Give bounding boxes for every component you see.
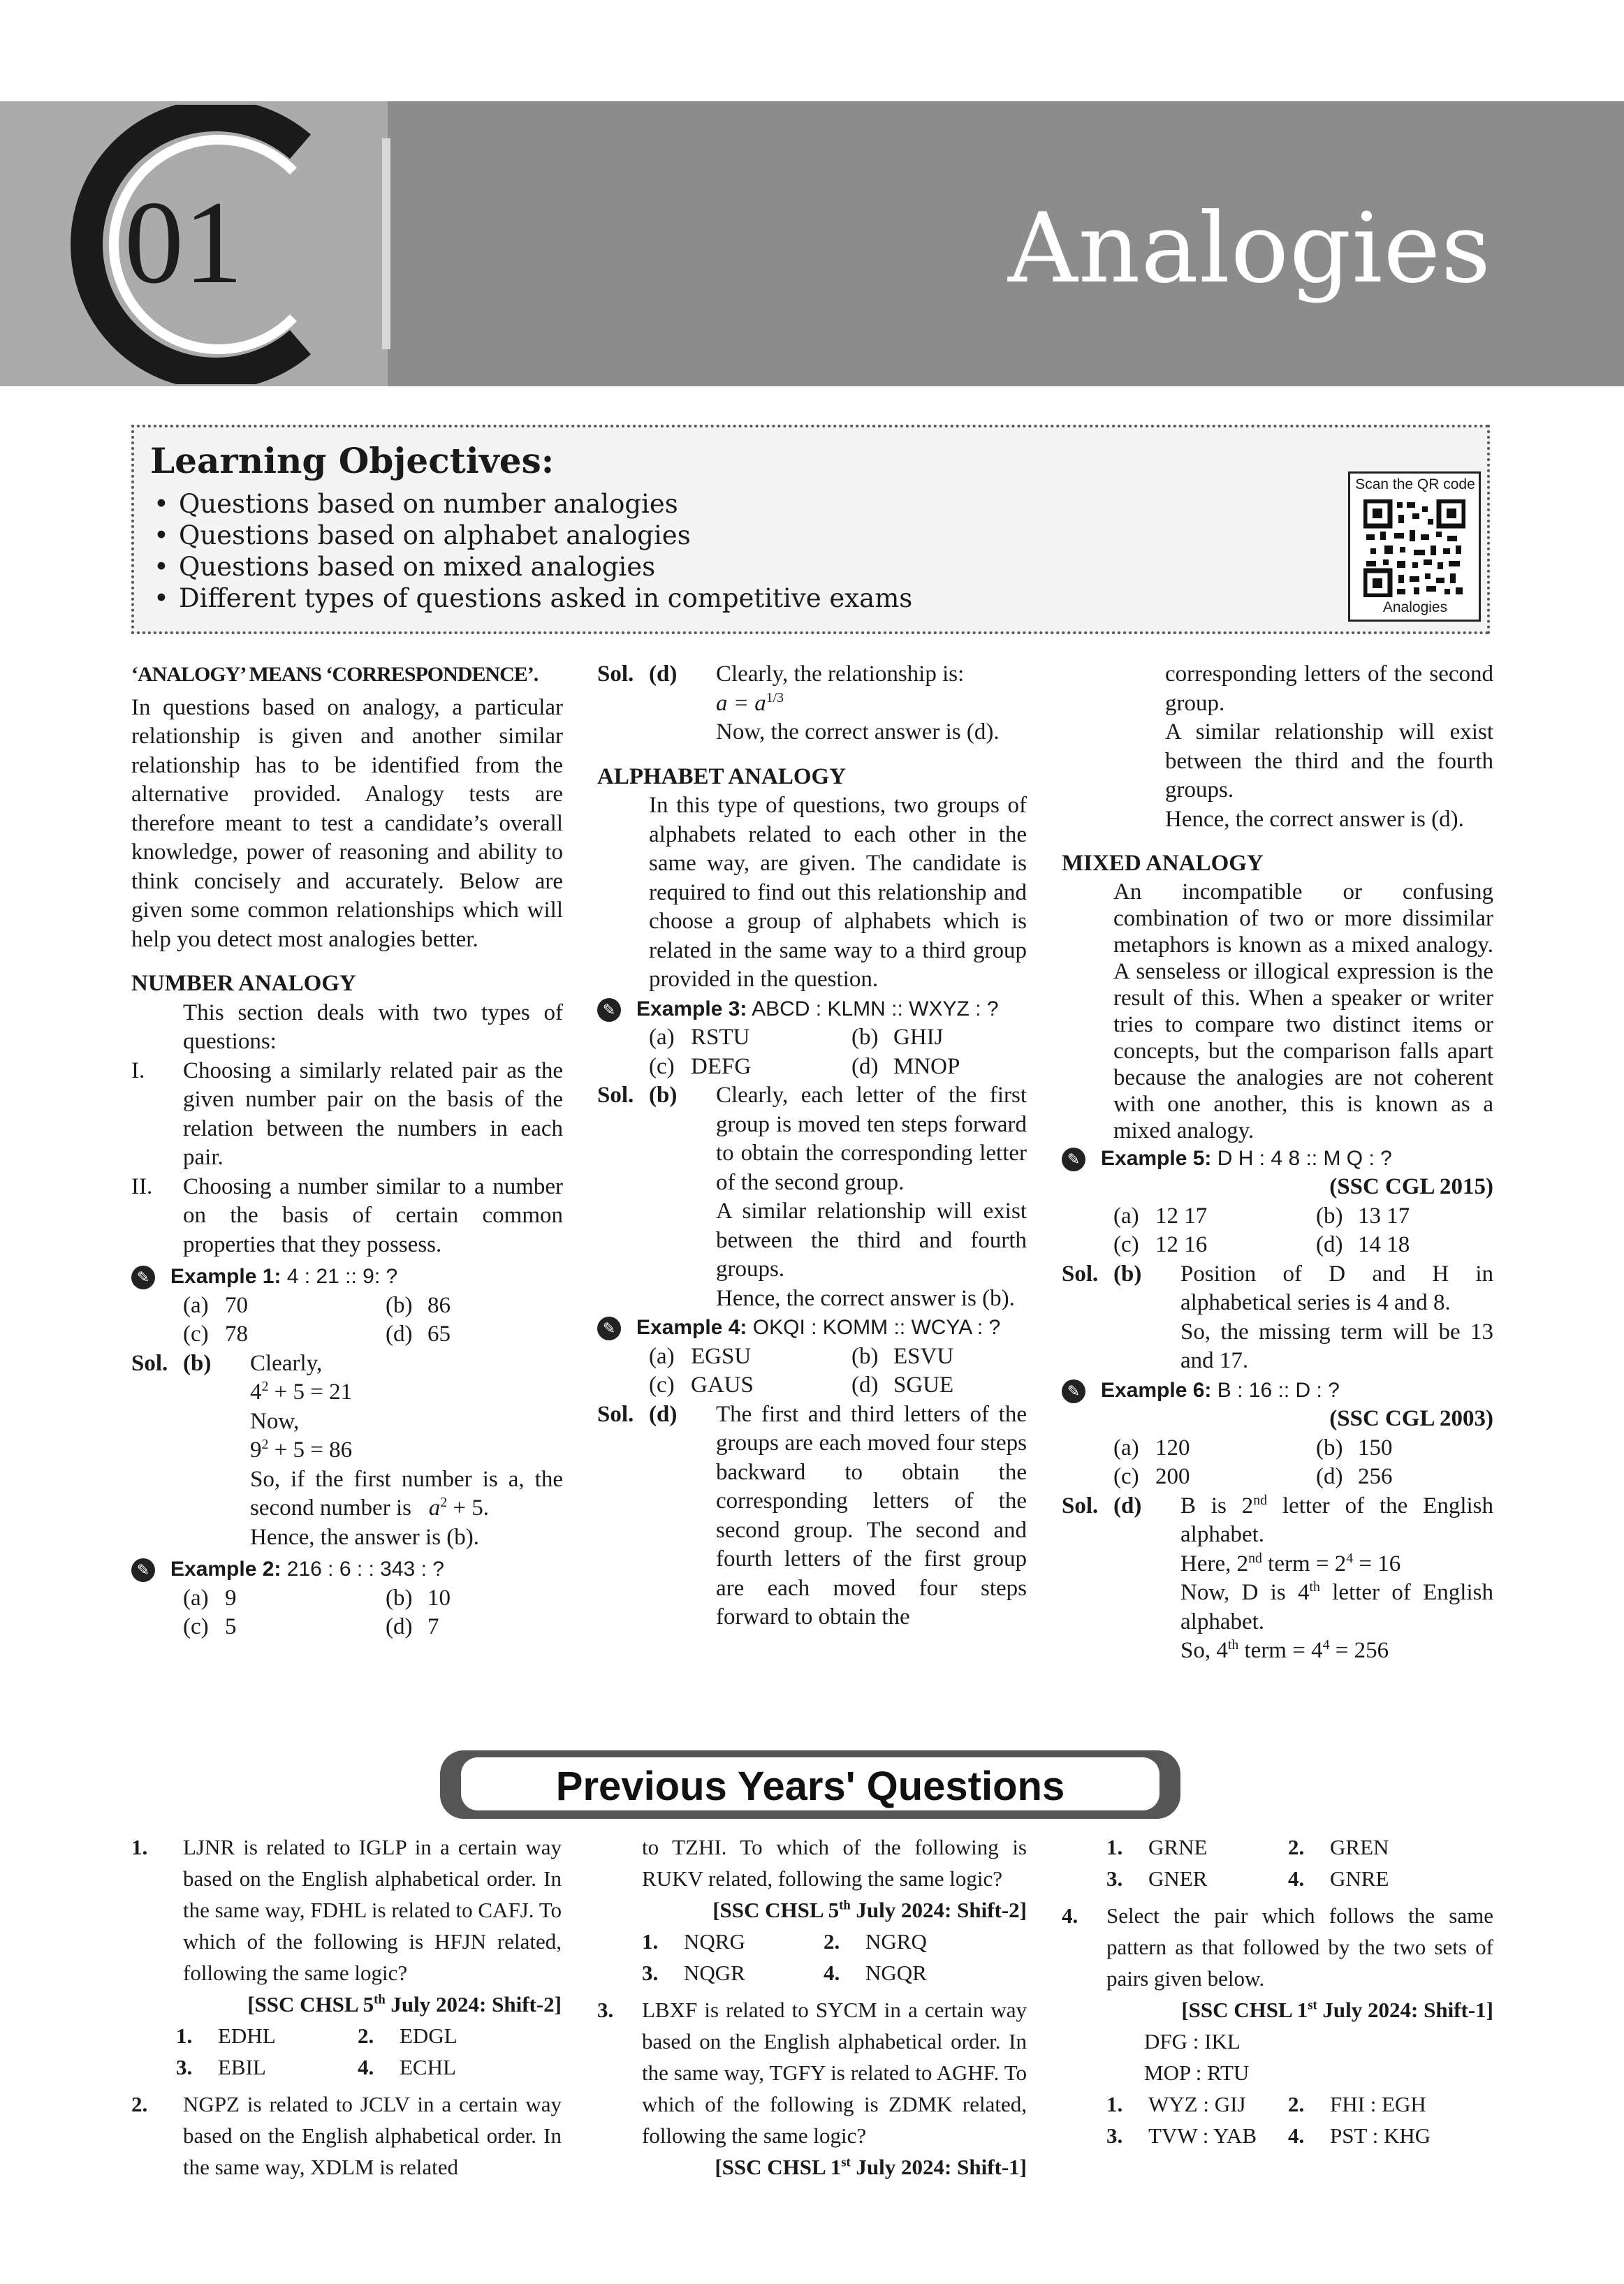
example-options: (a) 9 (b) 10 (c) 5 (d) 7	[183, 1585, 451, 1639]
list-item: II. Choosing a number similar to a number on the basis of certain common properties that they possess.	[131, 1173, 563, 1257]
objective-item: • Questions based on number analogies	[154, 489, 678, 519]
paragraph: In this type of questions, two groups of alphabets related to each other in the same way, are given. The candidate is required to find out this relationship and choose a group of alphabets which is related in the same way to a third group provided in the question.	[649, 793, 1027, 992]
example-6: ✎ Example 6: B : 16 :: D : ?	[1062, 1376, 1493, 1405]
example-3: ✎ Example 3: ABCD : KLMN :: WXYZ : ?	[597, 995, 1027, 1024]
pencil-icon: ✎	[597, 998, 621, 1022]
objective-item: • Questions based on mixed analogies	[154, 552, 655, 582]
solution-3: Sol. (b) Clearly, each letter of the first group is moved ten steps forward to obtain the corresponding letter of the second group. A similar relationship will exist between the third and fourth groups. Hence, the correct answer is (b).	[597, 1083, 1027, 1311]
intro-paragraph: In questions based on analogy, a particular relationship is given and another similar relationship has to be identified from the alternative provided. Analogy tests are therefore meant to test a candidate’s overall knowledge, power of reasoning and ability to think concisely and accurately. Below are given some common relationships which will help you detect most analogies better.	[131, 694, 563, 952]
question-options: 1. NQRG 2. NGRQ 3. NQGR 4. NGQR	[642, 1929, 927, 1985]
question-options: 1. EDHL 2. EDGL 3. EBIL 4. ECHL	[176, 2023, 458, 2079]
solution-4: Sol. (d) The first and third letters of the groups are each moved four steps backward to obtain the corresponding letters of the second group. The second and fourth letters of the first group are each moved four steps forward to obtain the	[597, 1401, 1027, 1630]
column-3	[1062, 660, 1493, 1666]
pyq-column-3	[1062, 1831, 1493, 2151]
paragraph: corresponding letters of the second group.	[1165, 661, 1493, 716]
header-divider	[382, 138, 390, 349]
exam-source: [SSC CHSL 5th July 2024: Shift-2]	[712, 1898, 1027, 1922]
pyq-column-2	[597, 1831, 1027, 2183]
exam-source: (SSC CGL 2015)	[1329, 1174, 1493, 1199]
section-heading: MIXED ANALOGY	[1062, 851, 1264, 876]
example-options: (a) RSTU (b) GHIJ (c) DEFG (d) MNOP	[649, 1025, 960, 1079]
question-2: 2. NGPZ is related to JCLV in a certain way based on the English alphabetical order. In the same way, XDLM is related	[131, 2092, 562, 2179]
question-3: 3. LBXF is related to SYCM in a certain way based on the English alphabetical order. In the same way, TGFY is related to AGHF. To which of the following is ZDMK related, following the same logic?	[597, 1998, 1027, 2148]
exam-source: [SSC CHSL 1st July 2024: Shift-1]	[715, 2155, 1027, 2179]
example-options: (a) 120 (b) 150 (c) 200 (d) 256	[1113, 1435, 1393, 1489]
question-options: 1. WYZ : GIJ 2. FHI : EGH 3. TVW : YAB 4. PST : KHG	[1106, 2092, 1431, 2148]
question-4: 4. Select the pair which follows the same pattern as that followed by the two sets of pairs given below.	[1062, 1903, 1493, 1991]
pair: MOP : RTU	[1144, 2060, 1250, 2085]
pencil-icon: ✎	[597, 1317, 621, 1340]
paragraph: Hence, the correct answer is (d).	[1165, 806, 1464, 832]
question-2-continued: to TZHI. To which of the following is RUKV related, following the same logic?	[642, 1835, 1027, 1891]
exam-source: [SSC CHSL 5th July 2024: Shift-2]	[247, 1992, 562, 2016]
column-2	[597, 660, 1027, 1632]
solution-5: Sol. (b) Position of D and H in alphabetical series is 4 and 8. So, the missing term will be 13 and 17.	[1062, 1261, 1493, 1373]
paragraph: A similar relationship will exist between the third and the fourth groups.	[1165, 719, 1493, 803]
list-item: I. Choosing a similarly related pair as the given number pair on the basis of the relation between the numbers in each pair.	[131, 1057, 563, 1170]
section-heading: ‘ANALOGY’ MEANS ‘CORRESPONDENCE’.	[131, 663, 539, 686]
learning-objectives-title: Learning Objectives:	[150, 440, 555, 481]
qr-label: Scan the QR code	[1355, 476, 1475, 492]
paragraph: This section deals with two types of questions:	[183, 1000, 563, 1054]
objective-item: • Different types of questions asked in competitive exams	[154, 583, 912, 613]
question-1: 1. LJNR is related to IGLP in a certain way based on the English alphabetical order. In the same way, FDHL is related to CAFJ. To which of the following is HFJN related, following the same logic?	[131, 1835, 562, 1985]
pencil-icon: ✎	[131, 1266, 155, 1289]
paragraph: An incompatible or confusing combination of two or more dissimilar metaphors is known as a mixed analogy. A senseless or illogical expression is the result of this. When a speaker or writer tries to compare two distinct items or concepts, but the comparison falls apart because the analogies are not coherent with one another, this is known as a mixed analogy.	[1113, 879, 1493, 1143]
pyq-column-1	[131, 1831, 562, 2183]
example-options: (a) 70 (b) 86 (c) 78 (d) 65	[183, 1292, 451, 1347]
section-heading: NUMBER ANALOGY	[131, 971, 356, 996]
example-5: ✎ Example 5: D H : 4 8 :: M Q : ?	[1062, 1144, 1493, 1173]
exam-source: [SSC CHSL 1st July 2024: Shift-1]	[1181, 1998, 1493, 2022]
objective-item: • Questions based on alphabet analogies	[154, 520, 691, 550]
example-2: ✎ Example 2: 216 : 6 : : 343 : ?	[131, 1555, 563, 1584]
exam-source: (SSC CGL 2003)	[1329, 1406, 1493, 1431]
pencil-icon: ✎	[1062, 1379, 1085, 1403]
section-heading: ALPHABET ANALOGY	[597, 763, 847, 789]
pencil-icon: ✎	[131, 1558, 155, 1582]
column-1	[131, 660, 563, 1642]
solution-2: Sol. (d) Clearly, the relationship is: $a = a^{1/3}$ Now, the correct answer is (d).	[597, 661, 1000, 745]
pencil-icon: ✎	[1062, 1148, 1085, 1171]
example-options: (a) 12 17 (b) 13 17 (c) 12 16 (d) 14 18	[1113, 1203, 1410, 1257]
pair: DFG : IKL	[1144, 2029, 1241, 2054]
example-options: (a) EGSU (b) ESVU (c) GAUS (d) SGUE	[649, 1343, 954, 1398]
pyq-title: Previous Years' Questions	[555, 1764, 1065, 1809]
question-options: 1. GRNE 2. GREN 3. GNER 4. GNRE	[1106, 1835, 1389, 1891]
qr-code-icon[interactable]	[1363, 499, 1465, 597]
chapter-title: Analogies	[1008, 192, 1491, 305]
chapter-number: 01	[124, 177, 243, 308]
qr-label: Analogies	[1382, 599, 1448, 615]
example-4: ✎ Example 4: OKQI : KOMM :: WCYA : ?	[597, 1313, 1027, 1342]
solution-1: Sol. (b) Clearly, $4^2 + 5 = 21$ Now, $9^2 + 5 = 86$ So, if the first number is a, the second number is $a^2 + 5$. Hence, the answer is (b).	[131, 1350, 563, 1550]
example-1: ✎ Example 1: 4 : 21 :: 9: ?	[131, 1262, 563, 1291]
solution-6: Sol. (d) B is 2nd letter of the English alphabet. Here, 2nd term = $2^4 = 16$ Now, D is 4th letter of English alphabet. So, 4th term = $4^4 = 256$	[1062, 1492, 1493, 1663]
